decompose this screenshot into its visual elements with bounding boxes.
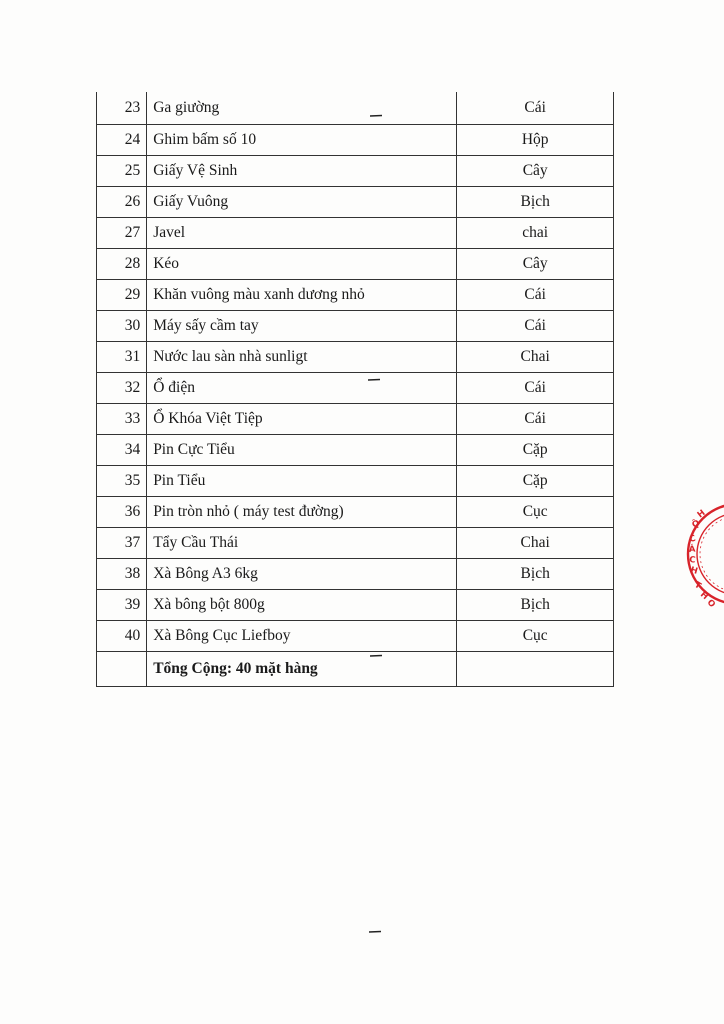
item-name: Ổ Khóa Việt Tiệp	[147, 404, 457, 435]
item-unit: chai	[457, 218, 614, 249]
table-row	[97, 404, 614, 435]
item-number: 28	[97, 249, 147, 280]
svg-text:O: O	[704, 597, 717, 610]
item-number: 25	[97, 156, 147, 187]
items-table	[96, 92, 614, 687]
total-number-cell	[97, 652, 147, 687]
svg-text:H: H	[697, 589, 710, 602]
item-number: 31	[97, 342, 147, 373]
item-unit: Chai	[457, 528, 614, 559]
item-number: 38	[97, 559, 147, 590]
scan-speck	[370, 654, 382, 658]
item-name: Giấy Vệ Sinh	[147, 156, 457, 187]
table-row	[97, 342, 614, 373]
total-label: Tổng Cộng: 40 mặt hàng	[147, 652, 457, 687]
total-row	[97, 652, 614, 687]
items-table-body	[97, 92, 614, 652]
table-row	[97, 621, 614, 652]
item-number: 27	[97, 218, 147, 249]
item-name: Xà bông bột 800g	[147, 590, 457, 621]
item-name: Ga giường	[147, 92, 457, 125]
table-row	[97, 92, 614, 125]
scan-speck	[368, 378, 380, 382]
item-number: 33	[97, 404, 147, 435]
svg-text:C: C	[688, 533, 697, 545]
item-unit: Hộp	[457, 125, 614, 156]
svg-text:H: H	[689, 565, 699, 577]
table-row	[97, 497, 614, 528]
red-seal-stamp	[676, 498, 724, 610]
item-name: Pin Cực Tiểu	[147, 435, 457, 466]
item-name: Xà Bông Cục Liefboy	[147, 621, 457, 652]
item-unit: Cái	[457, 311, 614, 342]
item-name: Ghim bấm số 10	[147, 125, 457, 156]
item-number: 35	[97, 466, 147, 497]
scan-speck	[370, 114, 382, 118]
table-row	[97, 218, 614, 249]
svg-text:C: C	[688, 555, 696, 566]
scan-speck	[369, 930, 381, 934]
item-unit: Cái	[457, 92, 614, 125]
item-number: 24	[97, 125, 147, 156]
item-unit: Cục	[457, 497, 614, 528]
item-name: Javel	[147, 218, 457, 249]
item-name: Khăn vuông màu xanh dương nhỏ	[147, 280, 457, 311]
svg-text:Á: Á	[688, 544, 696, 555]
item-name: Nước lau sàn nhà sunligt	[147, 342, 457, 373]
item-number: 30	[97, 311, 147, 342]
item-number: 34	[97, 435, 147, 466]
item-unit: Cái	[457, 280, 614, 311]
item-unit: Bịch	[457, 187, 614, 218]
item-number: 29	[97, 280, 147, 311]
total-unit-cell	[457, 652, 614, 687]
item-unit: Bịch	[457, 559, 614, 590]
table-row	[97, 559, 614, 590]
table-row	[97, 249, 614, 280]
table-row	[97, 156, 614, 187]
table-row	[97, 125, 614, 156]
item-name: Máy sấy cầm tay	[147, 311, 457, 342]
item-name: Pin Tiểu	[147, 466, 457, 497]
table-row	[97, 590, 614, 621]
item-unit: Cái	[457, 404, 614, 435]
item-number: 40	[97, 621, 147, 652]
item-number: 37	[97, 528, 147, 559]
item-name: Tẩy Cầu Thái	[147, 528, 457, 559]
table-row	[97, 435, 614, 466]
item-number: 36	[97, 497, 147, 528]
table-row	[97, 187, 614, 218]
svg-text:H: H	[695, 508, 708, 521]
item-unit: Chai	[457, 342, 614, 373]
item-name: Kéo	[147, 249, 457, 280]
item-unit: Cây	[457, 249, 614, 280]
table-row	[97, 311, 614, 342]
item-unit: Cặp	[457, 466, 614, 497]
item-unit: Cặp	[457, 435, 614, 466]
svg-text:Ộ: Ộ	[690, 518, 702, 531]
item-unit: Bịch	[457, 590, 614, 621]
item-number: 32	[97, 373, 147, 404]
item-unit: Cục	[457, 621, 614, 652]
table-row	[97, 373, 614, 404]
item-name: Xà Bông A3 6kg	[147, 559, 457, 590]
item-name: Pin tròn nhỏ ( máy test đường)	[147, 497, 457, 528]
svg-text:T: T	[692, 580, 703, 592]
table-row	[97, 528, 614, 559]
item-number: 23	[97, 92, 147, 125]
item-number: 26	[97, 187, 147, 218]
table-row	[97, 280, 614, 311]
item-unit: Cái	[457, 373, 614, 404]
item-name: Ổ điện	[147, 373, 457, 404]
item-name: Giấy Vuông	[147, 187, 457, 218]
table-row	[97, 466, 614, 497]
item-number: 39	[97, 590, 147, 621]
item-unit: Cây	[457, 156, 614, 187]
